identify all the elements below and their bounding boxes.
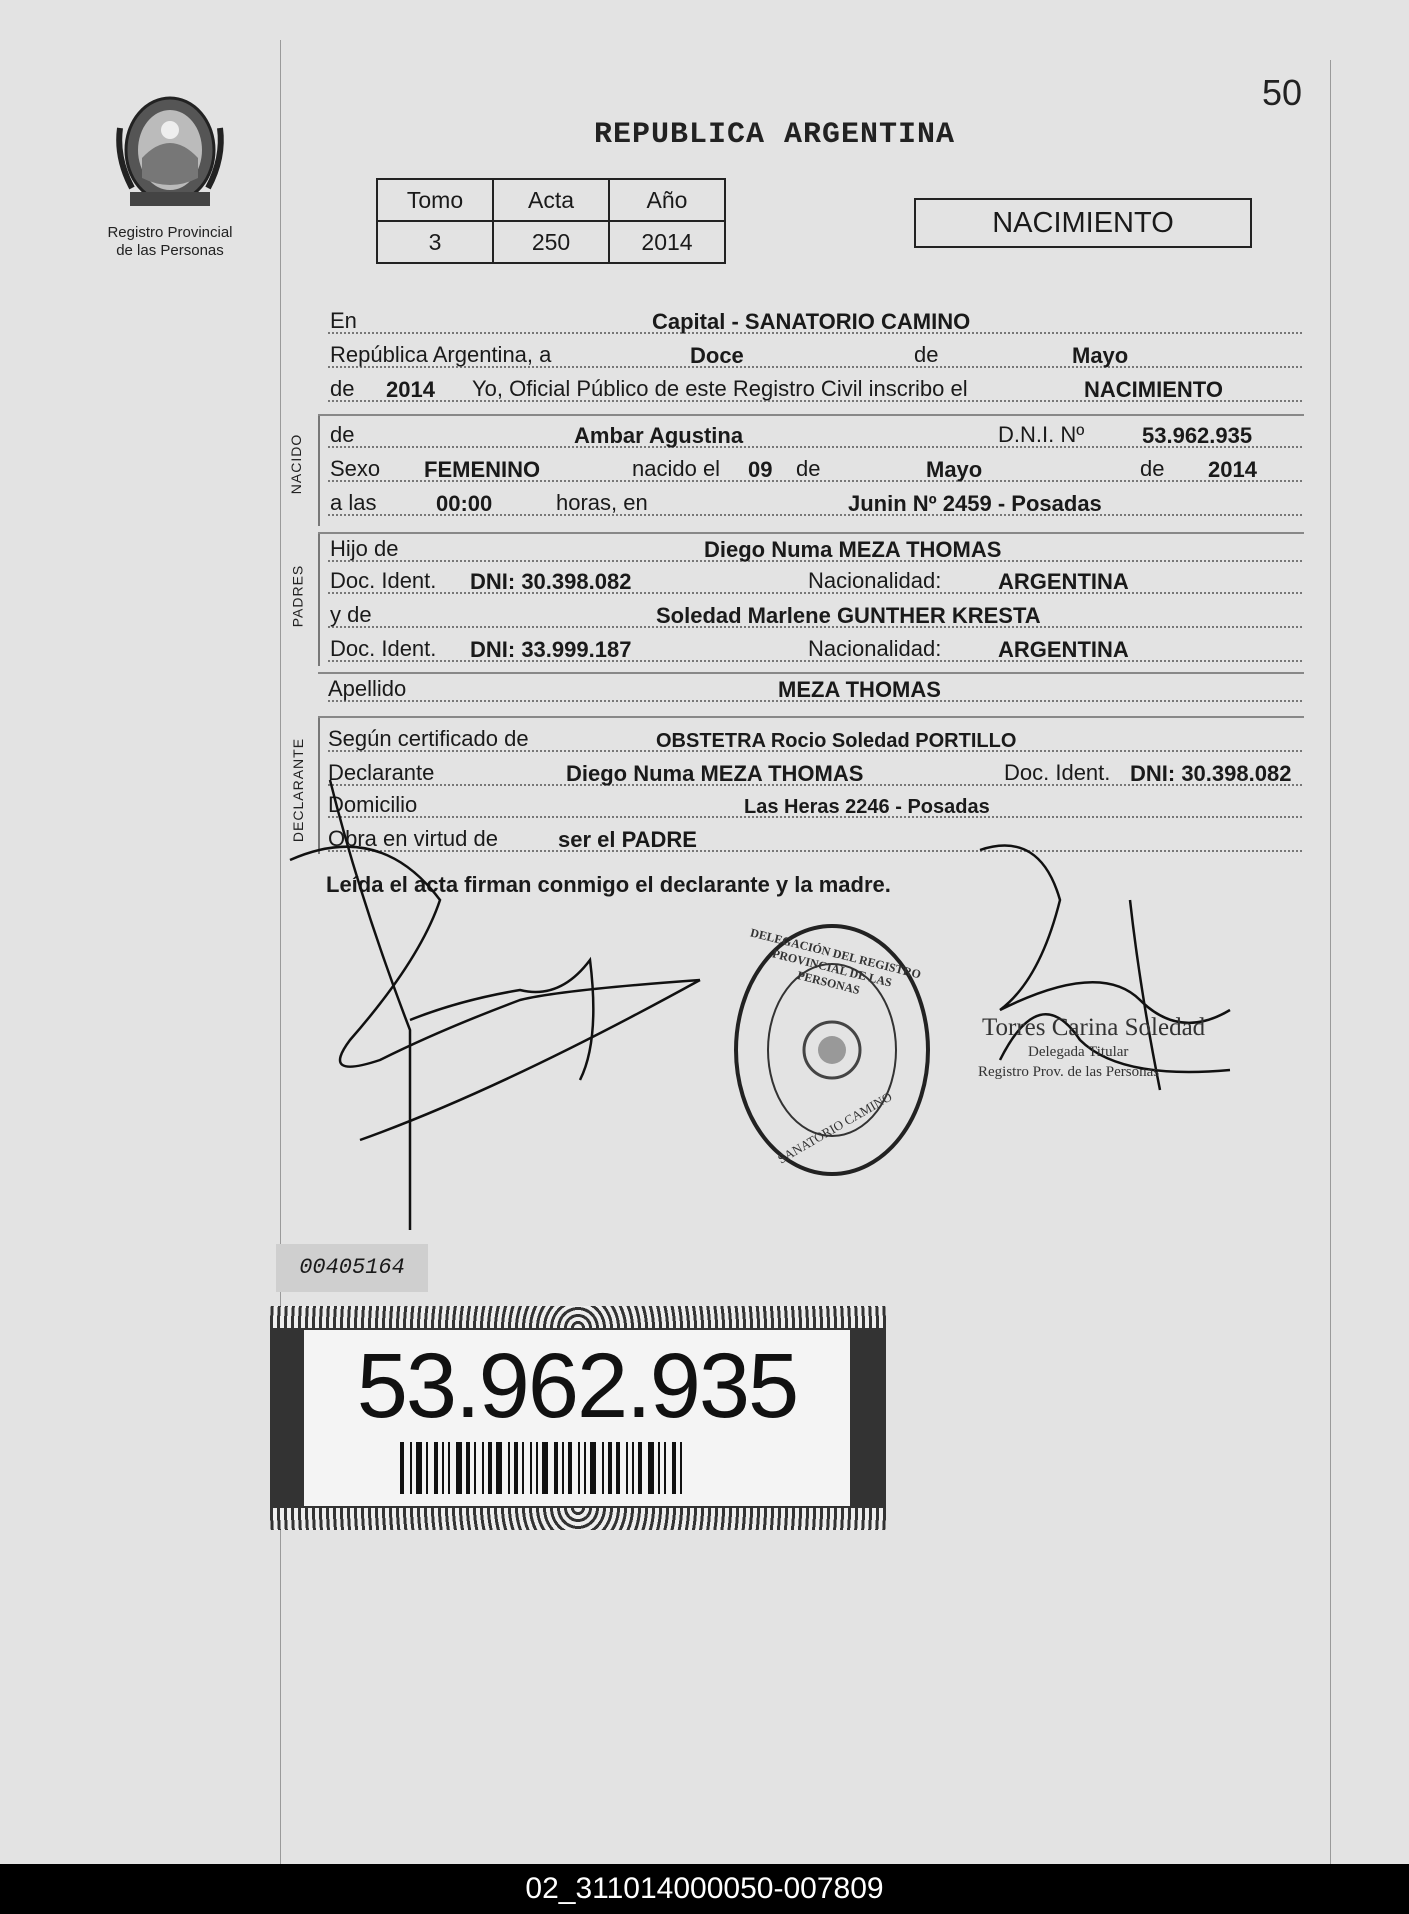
barcode-bar: [554, 1442, 558, 1494]
stamp-inner-text: SANATORIO CAMINO: [774, 1088, 895, 1167]
sticker-pattern-top: [270, 1306, 886, 1328]
barcode-bar: [410, 1442, 412, 1494]
father-doc-label: Doc. Ident.: [330, 568, 437, 593]
barcode-bar: [482, 1442, 484, 1494]
father-nat-label: Nacionalidad:: [808, 568, 942, 593]
register-value-tomo: 3: [377, 221, 493, 263]
dni-label: D.N.I. Nº: [998, 422, 1085, 447]
line-en: [328, 306, 1302, 340]
barcode-bar: [530, 1442, 532, 1494]
child-dni: 53.962.935: [1142, 423, 1253, 448]
domicilio-label: Domicilio: [328, 792, 418, 817]
barcode-bar: [680, 1442, 682, 1494]
line-apellido: [328, 674, 1302, 708]
month-value: Mayo: [1072, 343, 1129, 368]
de-label-4: de: [1140, 456, 1165, 481]
apellido-label: Apellido: [328, 676, 407, 701]
register-header-acta: Acta: [493, 179, 609, 221]
section-padres-label: PADRES: [289, 564, 306, 628]
segun-value: OBSTETRA Rocio Soledad PORTILLO: [656, 730, 1017, 752]
line-obra: [328, 824, 1302, 858]
declarante-doc: DNI: 30.398.082: [1130, 761, 1292, 786]
line-sexo: [328, 454, 1302, 488]
sexo-value: FEMENINO: [424, 457, 541, 482]
file-footer: 02_311014000050-007809: [0, 1864, 1409, 1914]
barcode-bar: [638, 1442, 642, 1494]
sticker-inner: [304, 1330, 850, 1506]
barcode-bar: [584, 1442, 586, 1494]
hijo-de-label: Hijo de: [330, 536, 399, 561]
y-de-label: y de: [330, 602, 372, 627]
register-header-ano: Año: [609, 179, 725, 221]
official-office: Registro Prov. de las Personas: [978, 1064, 1160, 1080]
en-label: En: [330, 308, 357, 333]
line-y-de: [328, 600, 1302, 634]
barcode-bar: [578, 1442, 580, 1494]
section-nacido-label: NACIDO: [288, 433, 305, 495]
declarante-bar: [318, 718, 320, 854]
sexo-label: Sexo: [330, 456, 381, 481]
barcode-bar: [466, 1442, 470, 1494]
register-table: [376, 178, 726, 264]
declarante-value: Diego Numa MEZA THOMAS: [566, 761, 864, 786]
closing-statement: Leída el acta firman conmigo el declarante y la madre.: [326, 872, 891, 897]
republica-label: República Argentina, a: [330, 342, 552, 367]
barcode-bar: [590, 1442, 596, 1494]
official-role: Delegada Titular: [1028, 1044, 1129, 1060]
line-republica: [328, 340, 1302, 374]
line-mother-doc: [328, 634, 1302, 668]
barcode-bar: [522, 1442, 524, 1494]
barcode-bar: [474, 1442, 476, 1494]
de-label-3: de: [796, 456, 821, 481]
barcode-bar: [426, 1442, 428, 1494]
line-oficial: [328, 374, 1302, 408]
year-value: 2014: [386, 377, 435, 402]
register-header-tomo: Tomo: [377, 179, 493, 221]
line-hijo-de: [328, 534, 1302, 568]
de-label-2: de: [330, 376, 355, 401]
sticker-pattern-bottom: [270, 1508, 886, 1530]
barcode-bar: [456, 1442, 462, 1494]
rule-declarante-top: [318, 716, 1304, 718]
barcode-bar: [664, 1442, 666, 1494]
oficial-text: Yo, Oficial Público de este Registro Civil inscribo el: [472, 376, 968, 401]
record-type-box: NACIMIENTO: [914, 198, 1252, 248]
birth-address: Junin Nº 2459 - Posadas: [848, 491, 1102, 516]
horas-label: horas, en: [556, 490, 648, 515]
apellido-value: MEZA THOMAS: [778, 677, 941, 702]
birth-month: Mayo: [926, 457, 983, 482]
barcode-bar: [400, 1442, 404, 1494]
mother-doc-label: Doc. Ident.: [330, 636, 437, 661]
line-segun: [328, 724, 1302, 758]
nacido-bar: [318, 416, 320, 526]
barcode-bar: [568, 1442, 572, 1494]
section-declarante-label: DECLARANTE: [290, 737, 307, 843]
obra-value: ser el PADRE: [558, 827, 697, 852]
barcode-bar: [542, 1442, 548, 1494]
barcode-bar: [536, 1442, 538, 1494]
barcode-bar: [416, 1442, 422, 1494]
mother-nat-label: Nacionalidad:: [808, 636, 942, 661]
declarante-doc-label: Doc. Ident.: [1004, 760, 1111, 785]
day-value: Doce: [690, 343, 744, 368]
line-domicilio: [328, 790, 1302, 824]
barcode: [400, 1442, 766, 1494]
left-margin-line: [280, 40, 281, 1864]
birth-time: 00:00: [436, 491, 493, 516]
place-value: Capital - SANATORIO CAMINO: [652, 309, 971, 334]
birth-day: 09: [748, 457, 773, 482]
barcode-bar: [496, 1442, 502, 1494]
barcode-bar: [514, 1442, 518, 1494]
register-value-acta: 250: [493, 221, 609, 263]
father-nationality: ARGENTINA: [998, 569, 1129, 594]
mother-doc: DNI: 33.999.187: [470, 637, 632, 662]
mother-nationality: ARGENTINA: [998, 637, 1129, 662]
nacido-el-label: nacido el: [632, 456, 721, 481]
barcode-bar: [488, 1442, 492, 1494]
line-father-doc: [328, 566, 1302, 600]
padres-bar: [318, 534, 320, 666]
right-margin-line: [1330, 60, 1331, 1864]
barcode-bar: [672, 1442, 676, 1494]
serial-number: 00405164: [276, 1244, 428, 1292]
child-name: Ambar Agustina: [574, 423, 744, 448]
de-label: de: [914, 342, 939, 367]
nacido-de-label: de: [330, 422, 355, 447]
register-value-ano: 2014: [609, 221, 725, 263]
barcode-bar: [434, 1442, 438, 1494]
father-doc: DNI: 30.398.082: [470, 569, 632, 594]
barcode-bar: [508, 1442, 510, 1494]
misiones-crest-logo: [112, 88, 228, 210]
line-declarante: [328, 758, 1302, 792]
father-name: Diego Numa MEZA THOMAS: [704, 537, 1002, 562]
barcode-bar: [648, 1442, 654, 1494]
domicilio-value: Las Heras 2246 - Posadas: [744, 796, 990, 818]
birth-year: 2014: [1208, 457, 1257, 482]
page-number: 50: [1262, 72, 1303, 113]
rule-nacido-top: [318, 414, 1304, 416]
official-name: Torres Carina Soledad: [982, 1014, 1206, 1041]
a-las-label: a las: [330, 490, 377, 515]
document-title: REPUBLICA ARGENTINA: [594, 118, 956, 152]
barcode-bar: [608, 1442, 612, 1494]
dni-sticker: [270, 1306, 886, 1530]
barcode-bar: [632, 1442, 634, 1494]
barcode-bar: [602, 1442, 604, 1494]
line-nacido-name: [328, 420, 1302, 454]
barcode-bar: [616, 1442, 620, 1494]
event-value: NACIMIENTO: [1084, 377, 1223, 402]
declarante-label: Declarante: [328, 760, 435, 785]
barcode-bar: [448, 1442, 450, 1494]
segun-label: Según certificado de: [328, 726, 529, 751]
sticker-dni-number: 53.962.935: [356, 1335, 798, 1437]
barcode-bar: [562, 1442, 564, 1494]
obra-label: Obra en virtud de: [328, 826, 498, 851]
barcode-bar: [658, 1442, 660, 1494]
logo-caption: Registro Provincial de las Personas: [107, 224, 233, 259]
line-hora: [328, 488, 1302, 522]
barcode-bar: [442, 1442, 444, 1494]
barcode-bar: [626, 1442, 628, 1494]
mother-name: Soledad Marlene GUNTHER KRESTA: [656, 603, 1041, 628]
stamp-ring-text: DELEGACIÓN DEL REGISTRO PROVINCIAL DE LAS PERSONAS: [748, 925, 923, 998]
